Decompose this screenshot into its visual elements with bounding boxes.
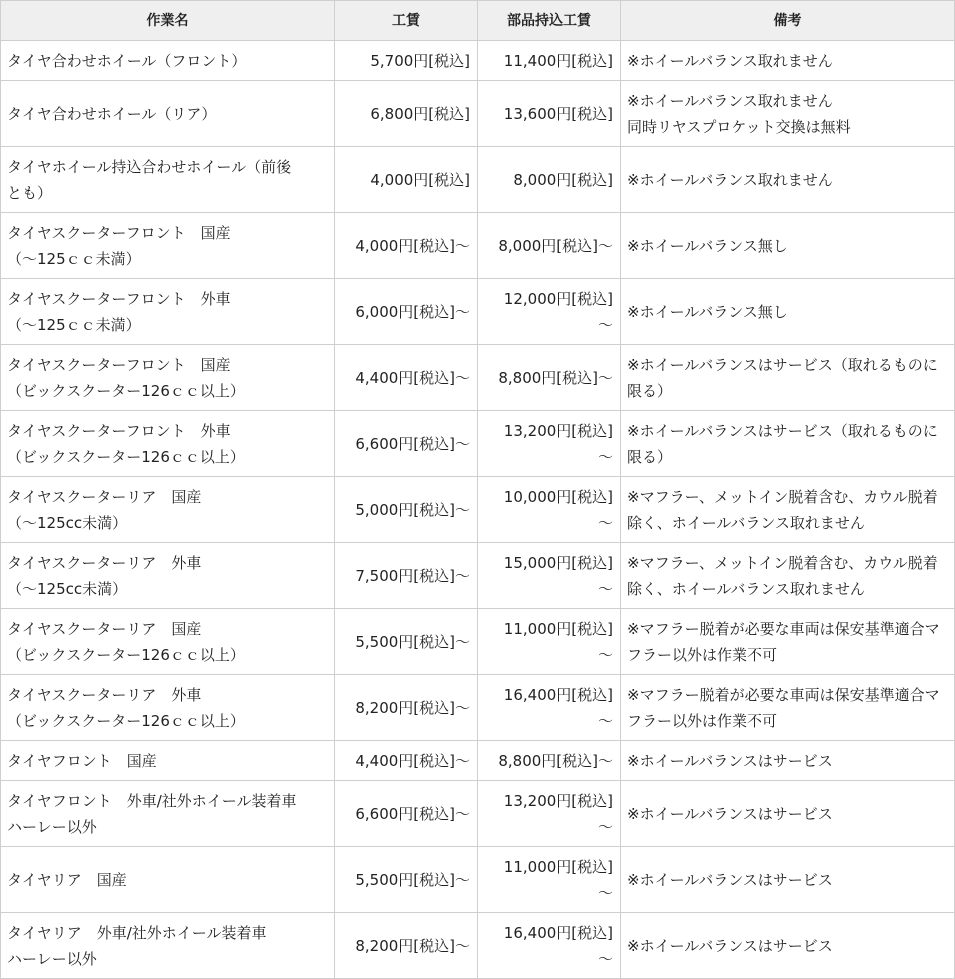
cell-work-name <box>1 847 335 913</box>
cell-work-name <box>1 477 335 543</box>
cell-notes-line: ※マフラー脱着が必要な車両は保安基準適合マ <box>627 619 940 638</box>
cell-work-name-line: （～125cc未満） <box>7 579 128 598</box>
cell-carry-in-labor-line: 13,200円[税込] <box>503 791 613 810</box>
cell-notes-line: 限る） <box>627 381 673 400</box>
cell-work-name <box>1 781 335 847</box>
cell-notes-line: ※ホイールバランスはサービス（取れるものに <box>627 421 938 440</box>
cell-labor <box>335 345 478 411</box>
cell-work-name-line: （ビックスクーター126ｃｃ以上） <box>7 711 245 730</box>
cell-carry-in-labor <box>478 913 621 979</box>
cell-notes <box>621 411 955 477</box>
cell-carry-in-labor <box>478 609 621 675</box>
cell-carry-in-labor <box>478 741 621 781</box>
cell-work-name-line: （ビックスクーター126ｃｃ以上） <box>7 447 245 466</box>
cell-work-name <box>1 345 335 411</box>
table-row <box>1 913 955 979</box>
cell-carry-in-labor-line: 11,000円[税込] <box>503 619 613 638</box>
cell-labor <box>335 477 478 543</box>
cell-work-name-line: タイヤ合わせホイール（フロント） <box>7 51 247 70</box>
cell-carry-in-labor <box>478 543 621 609</box>
cell-labor-line: 4,400円[税込]～ <box>355 751 470 770</box>
cell-labor-line: 5,500円[税込]～ <box>355 632 470 651</box>
table-row <box>1 477 955 543</box>
cell-labor <box>335 213 478 279</box>
cell-notes <box>621 477 955 543</box>
cell-work-name-line: タイヤリア 国産 <box>7 870 127 889</box>
cell-work-name-line: タイヤスクーターリア 外車 <box>7 553 202 572</box>
cell-carry-in-labor-line: 13,200円[税込] <box>503 421 613 440</box>
cell-notes-line: ※ホイールバランスはサービス <box>627 751 833 770</box>
cell-work-name-line: タイヤ合わせホイール（リア） <box>7 104 217 123</box>
cell-work-name-line: ハーレー以外 <box>7 949 97 968</box>
cell-carry-in-labor-line: 11,400円[税込] <box>503 51 613 70</box>
cell-carry-in-labor-line: 16,400円[税込] <box>503 923 613 942</box>
header-labor: 工賃 <box>335 1 478 41</box>
cell-labor <box>335 913 478 979</box>
cell-notes <box>621 41 955 81</box>
cell-work-name-line: （～125ｃｃ未満） <box>7 249 141 268</box>
table-row <box>1 847 955 913</box>
cell-work-name <box>1 675 335 741</box>
cell-carry-in-labor-line: 11,000円[税込] <box>503 857 613 876</box>
cell-notes-line: 除く、ホイールバランス取れません <box>627 579 865 598</box>
header-work-name: 作業名 <box>1 1 335 41</box>
cell-notes-line: 除く、ホイールバランス取れません <box>627 513 865 532</box>
cell-labor-line: 5,700円[税込] <box>370 51 470 70</box>
header-notes: 備考 <box>621 1 955 41</box>
cell-work-name-line: タイヤスクーターフロント 外車 <box>7 289 231 308</box>
cell-notes <box>621 781 955 847</box>
cell-notes <box>621 213 955 279</box>
cell-carry-in-labor <box>478 781 621 847</box>
cell-work-name-line: タイヤホイール持込合わせホイール（前後 <box>7 157 292 176</box>
cell-notes <box>621 147 955 213</box>
header-row <box>1 1 955 41</box>
cell-work-name <box>1 81 335 147</box>
cell-carry-in-labor <box>478 147 621 213</box>
cell-work-name <box>1 543 335 609</box>
cell-labor <box>335 147 478 213</box>
table-row <box>1 781 955 847</box>
cell-carry-in-labor-line: ～ <box>597 447 613 466</box>
cell-notes-line: 同時リヤスプロケット交換は無料 <box>627 117 851 136</box>
cell-labor <box>335 81 478 147</box>
cell-work-name-line: （ビックスクーター126ｃｃ以上） <box>7 381 245 400</box>
cell-labor-line: 6,800円[税込] <box>370 104 470 123</box>
cell-work-name-line: （～125ｃｃ未満） <box>7 315 141 334</box>
cell-labor-line: 6,000円[税込]～ <box>355 302 470 321</box>
cell-carry-in-labor-line: ～ <box>597 513 613 532</box>
cell-notes-line: フラー以外は作業不可 <box>627 645 778 664</box>
cell-notes-line: ※ホイールバランスはサービス（取れるものに <box>627 355 938 374</box>
cell-notes-line: ※ホイールバランス無し <box>627 302 788 321</box>
cell-labor <box>335 781 478 847</box>
cell-work-name <box>1 609 335 675</box>
cell-carry-in-labor <box>478 411 621 477</box>
cell-work-name <box>1 279 335 345</box>
cell-notes-line: ※ホイールバランス取れません <box>627 170 833 189</box>
cell-labor <box>335 41 478 81</box>
cell-notes-line: ※マフラー、メットイン脱着含む、カウル脱着 <box>627 487 938 506</box>
cell-work-name-line: タイヤスクーターリア 国産 <box>7 487 202 506</box>
table-row <box>1 675 955 741</box>
cell-notes-line: ※マフラー脱着が必要な車両は保安基準適合マ <box>627 685 940 704</box>
cell-labor-line: 4,000円[税込] <box>370 170 470 189</box>
cell-labor <box>335 675 478 741</box>
cell-labor <box>335 847 478 913</box>
cell-notes <box>621 675 955 741</box>
cell-labor <box>335 609 478 675</box>
cell-work-name-line: （ビックスクーター126ｃｃ以上） <box>7 645 245 664</box>
table-row <box>1 741 955 781</box>
cell-labor-line: 6,600円[税込]～ <box>355 434 470 453</box>
cell-work-name-line: タイヤスクーターリア 国産 <box>7 619 202 638</box>
cell-carry-in-labor-line: ～ <box>597 883 613 902</box>
cell-carry-in-labor <box>478 41 621 81</box>
cell-labor-line: 4,000円[税込]～ <box>355 236 470 255</box>
cell-carry-in-labor-line: ～ <box>597 315 613 334</box>
cell-carry-in-labor-line: 8,800円[税込]～ <box>498 751 613 770</box>
cell-notes <box>621 543 955 609</box>
cell-labor-line: 4,400円[税込]～ <box>355 368 470 387</box>
cell-work-name <box>1 41 335 81</box>
cell-labor <box>335 741 478 781</box>
cell-carry-in-labor-line: 15,000円[税込] <box>503 553 613 572</box>
cell-carry-in-labor-line: 13,600円[税込] <box>503 104 613 123</box>
cell-work-name-line: タイヤフロント 国産 <box>7 751 157 770</box>
cell-work-name-line: タイヤスクーターフロント 国産 <box>7 355 231 374</box>
cell-work-name-line: とも） <box>7 183 53 202</box>
cell-notes <box>621 81 955 147</box>
cell-carry-in-labor <box>478 675 621 741</box>
cell-work-name <box>1 213 335 279</box>
cell-work-name <box>1 411 335 477</box>
cell-carry-in-labor-line: 10,000円[税込] <box>503 487 613 506</box>
table-body <box>1 41 955 979</box>
table-row <box>1 411 955 477</box>
cell-labor-line: 5,000円[税込]～ <box>355 500 470 519</box>
cell-notes <box>621 847 955 913</box>
cell-notes-line: ※ホイールバランス取れません <box>627 91 833 110</box>
cell-notes <box>621 279 955 345</box>
cell-work-name <box>1 913 335 979</box>
cell-carry-in-labor-line: 8,000円[税込]～ <box>498 236 613 255</box>
cell-carry-in-labor-line: ～ <box>597 645 613 664</box>
cell-carry-in-labor <box>478 847 621 913</box>
table-row <box>1 213 955 279</box>
table-row <box>1 41 955 81</box>
cell-carry-in-labor <box>478 213 621 279</box>
cell-notes-line: ※ホイールバランス無し <box>627 236 788 255</box>
cell-notes-line: ※ホイールバランスはサービス <box>627 804 833 823</box>
cell-notes <box>621 345 955 411</box>
header-carry-in-labor: 部品持込工賃 <box>478 1 621 41</box>
cell-carry-in-labor-line: ～ <box>597 711 613 730</box>
cell-carry-in-labor-line: ～ <box>597 579 613 598</box>
cell-labor-line: 5,500円[税込]～ <box>355 870 470 889</box>
cell-carry-in-labor <box>478 81 621 147</box>
cell-notes-line: ※ホイールバランス取れません <box>627 51 833 70</box>
cell-work-name-line: ハーレー以外 <box>7 817 97 836</box>
table-row <box>1 543 955 609</box>
cell-carry-in-labor <box>478 477 621 543</box>
cell-labor <box>335 411 478 477</box>
cell-notes <box>621 609 955 675</box>
cell-work-name <box>1 147 335 213</box>
cell-carry-in-labor-line: 8,800円[税込]～ <box>498 368 613 387</box>
cell-carry-in-labor-line: ～ <box>597 949 613 968</box>
cell-work-name-line: タイヤリア 外車/社外ホイール装着車 <box>7 923 267 942</box>
cell-notes-line: 限る） <box>627 447 673 466</box>
table-row <box>1 279 955 345</box>
cell-carry-in-labor <box>478 345 621 411</box>
cell-work-name-line: タイヤスクーターフロント 国産 <box>7 223 231 242</box>
table-row <box>1 81 955 147</box>
cell-carry-in-labor-line: ～ <box>597 817 613 836</box>
table-row <box>1 345 955 411</box>
cell-labor-line: 8,200円[税込]～ <box>355 698 470 717</box>
cell-labor <box>335 279 478 345</box>
cell-notes <box>621 741 955 781</box>
table-row <box>1 609 955 675</box>
cell-labor-line: 7,500円[税込]～ <box>355 566 470 585</box>
cell-notes-line: ※マフラー、メットイン脱着含む、カウル脱着 <box>627 553 938 572</box>
cell-labor-line: 8,200円[税込]～ <box>355 936 470 955</box>
cell-work-name-line: タイヤフロント 外車/社外ホイール装着車 <box>7 791 297 810</box>
cell-notes <box>621 913 955 979</box>
cell-notes-line: ※ホイールバランスはサービス <box>627 870 833 889</box>
cell-work-name <box>1 741 335 781</box>
cell-labor <box>335 543 478 609</box>
cell-carry-in-labor-line: 8,000円[税込] <box>513 170 613 189</box>
cell-carry-in-labor-line: 12,000円[税込] <box>503 289 613 308</box>
cell-work-name-line: タイヤスクーターフロント 外車 <box>7 421 231 440</box>
cell-notes-line: ※ホイールバランスはサービス <box>627 936 833 955</box>
cell-carry-in-labor <box>478 279 621 345</box>
cell-work-name-line: （～125cc未満） <box>7 513 128 532</box>
cell-notes-line: フラー以外は作業不可 <box>627 711 778 730</box>
cell-carry-in-labor-line: 16,400円[税込] <box>503 685 613 704</box>
cell-labor-line: 6,600円[税込]～ <box>355 804 470 823</box>
table-row <box>1 147 955 213</box>
cell-work-name-line: タイヤスクーターリア 外車 <box>7 685 202 704</box>
